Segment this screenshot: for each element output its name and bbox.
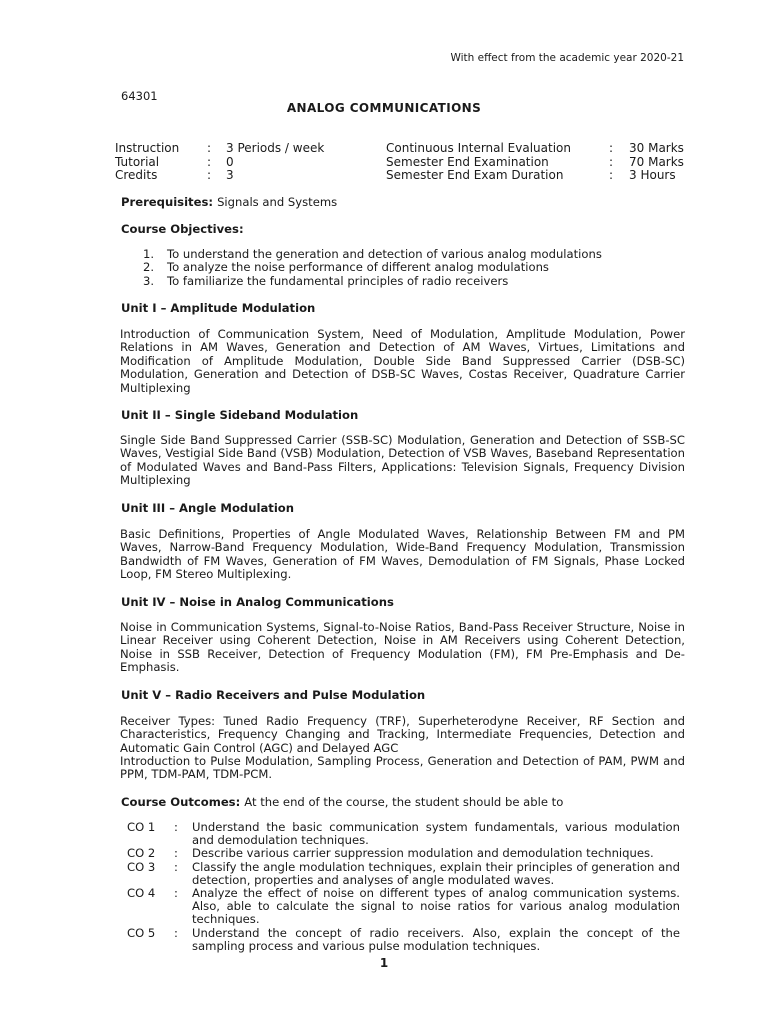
prerequisites-label: Prerequisites: xyxy=(121,195,214,209)
outcome-text: Understand the concept of radio receivers. Also, explain the concept of the sampling process and various pulse modulation techniques. xyxy=(192,925,680,953)
info-label: Semester End Examination xyxy=(386,154,549,169)
info-colon: : xyxy=(609,141,614,155)
unit-heading: Unit I – Amplitude Modulation xyxy=(121,301,316,315)
outcome-code: CO 3 xyxy=(127,859,156,874)
list-text: To analyze the noise performance of different analog modulations xyxy=(167,260,549,275)
unit-body: Basic Definitions, Properties of Angle Modulated Waves, Relationship Between FM and PM Waves, Narrow-Band Frequency Modulation, Wide-Band Frequency Modulation, Transmission Bandwidth of FM Waves, Generation of FM Waves, Demodulation of FM Signals, Phase Locked Loop, FM Stereo Multiplexing. xyxy=(120,527,685,582)
list-number: 3. xyxy=(143,273,155,288)
info-value: 0 xyxy=(226,154,234,169)
info-value: 3 xyxy=(226,168,234,182)
info-colon: : xyxy=(609,168,614,182)
outcomes-list xyxy=(127,821,680,953)
info-row xyxy=(115,156,695,170)
outcome-code: CO 1 xyxy=(127,820,156,834)
page-number: 1 xyxy=(379,956,389,970)
unit-heading: Unit V – Radio Receivers and Pulse Modulation xyxy=(121,688,426,702)
unit-body: Noise in Communication Systems, Signal-to-Noise Ratios, Band-Pass Receiver Structure, Noise in Linear Receiver using Coherent Detection, Noise in AM Receivers using Coherent Detection, Noise in SSB Receiver, Detection of Frequency Modulation (FM), FM Pre-Emphasis and De-Emphasis. xyxy=(120,620,685,675)
objectives-list xyxy=(143,248,602,288)
list-number: 1. xyxy=(143,247,155,261)
info-colon: : xyxy=(207,168,212,182)
prerequisites-value: Signals and Systems xyxy=(217,195,338,209)
unit-body-continued: Introduction to Pulse Modulation, Sampling Process, Generation and Detection of PAM, PWM and PPM, TDM-PAM, TDM-PCM. xyxy=(120,754,685,782)
info-label: Tutorial xyxy=(115,154,160,169)
unit-body: Single Side Band Suppressed Carrier (SSB-SC) Modulation, Generation and Detection of SSB-SC Waves, Vestigial Side Band (VSB) Modulation, Detection of VSB Waves, Baseband Representation of Modulated Waves and Band-Pass Filters, Applications: Television Signals, Frequency Division Multiplexing xyxy=(120,433,685,488)
list-item xyxy=(143,275,602,288)
unit-body: Receiver Types: Tuned Radio Frequency (TRF), Superheterodyne Receiver, RF Section and Characteristics, Frequency Changing and Tracking, Intermediate Frequencies, Detection and Automatic Gain Control (AGC) and Delayed AGC xyxy=(120,714,685,755)
info-colon: : xyxy=(609,154,614,169)
outcome-colon: : xyxy=(174,859,178,874)
prerequisites xyxy=(121,195,337,209)
unit-heading: Unit IV – Noise in Analog Communications xyxy=(121,595,394,609)
info-value: 3 Periods / week xyxy=(226,141,325,155)
unit-heading: Unit II – Single Sideband Modulation xyxy=(121,408,359,422)
outcomes-intro: At the end of the course, the student should be able to xyxy=(244,795,564,809)
outcome-text: Understand the basic communication system fundamentals, various modulation and demodulation techniques. xyxy=(192,820,680,848)
info-value: 30 Marks xyxy=(629,141,684,155)
page-title: ANALOG COMMUNICATIONS xyxy=(286,101,482,115)
outcome-colon: : xyxy=(174,846,178,861)
info-colon: : xyxy=(207,141,212,155)
outcome-colon: : xyxy=(174,820,178,834)
outcome-code: CO 4 xyxy=(127,886,156,901)
course-info-table xyxy=(115,142,695,183)
outcomes-label: Course Outcomes: xyxy=(121,795,241,809)
outcome-text: Classify the angle modulation techniques, explain their principles of generation and detection, properties and analyses of angle modulated waves. xyxy=(192,859,680,887)
outcome-code: CO 5 xyxy=(127,925,156,940)
outcome-text: Describe various carrier suppression modulation and demodulation techniques. xyxy=(192,846,654,861)
outcome-colon: : xyxy=(174,886,178,901)
list-item xyxy=(143,261,602,274)
info-value: 70 Marks xyxy=(629,154,684,169)
course-code: 64301 xyxy=(121,89,158,103)
outcome-item xyxy=(127,927,680,953)
outcomes-heading xyxy=(121,795,563,809)
outcome-item xyxy=(127,821,680,847)
info-value: 3 Hours xyxy=(629,168,676,182)
unit-body: Introduction of Communication System, Need of Modulation, Amplitude Modulation, Power Relations in AM Waves, Generation and Detection of AM Waves, Virtues, Limitations and Modification of Amplitude Modulation, Double Side Band Suppressed Carrier (DSB-SC) Modulation, Generation and Detection of DSB-SC Waves, Costas Receiver, Quadrature Carrier Multiplexing xyxy=(120,327,685,395)
info-label: Instruction xyxy=(115,141,180,155)
info-label: Credits xyxy=(115,168,158,182)
outcome-item xyxy=(127,861,680,887)
info-row xyxy=(115,169,695,183)
info-label: Continuous Internal Evaluation xyxy=(386,141,571,155)
list-text: To familiarize the fundamental principles of radio receivers xyxy=(167,273,509,288)
outcome-item xyxy=(127,887,680,927)
info-colon: : xyxy=(207,154,212,169)
outcome-text: Analyze the effect of noise on different types of analog communication systems. Also, able to calculate the signal to noise ratios for various analog modulation techniques. xyxy=(192,886,680,927)
list-number: 2. xyxy=(143,260,155,275)
info-row xyxy=(115,142,695,156)
info-label: Semester End Exam Duration xyxy=(386,168,564,182)
unit-heading: Unit III – Angle Modulation xyxy=(121,501,295,515)
list-item xyxy=(143,248,602,261)
outcome-item xyxy=(127,847,680,860)
effect-note: With effect from the academic year 2020-21 xyxy=(450,52,684,64)
outcome-colon: : xyxy=(174,925,178,940)
list-text: To understand the generation and detection of various analog modulations xyxy=(167,247,602,261)
objectives-heading: Course Objectives: xyxy=(121,222,244,236)
outcome-code: CO 2 xyxy=(127,846,156,861)
